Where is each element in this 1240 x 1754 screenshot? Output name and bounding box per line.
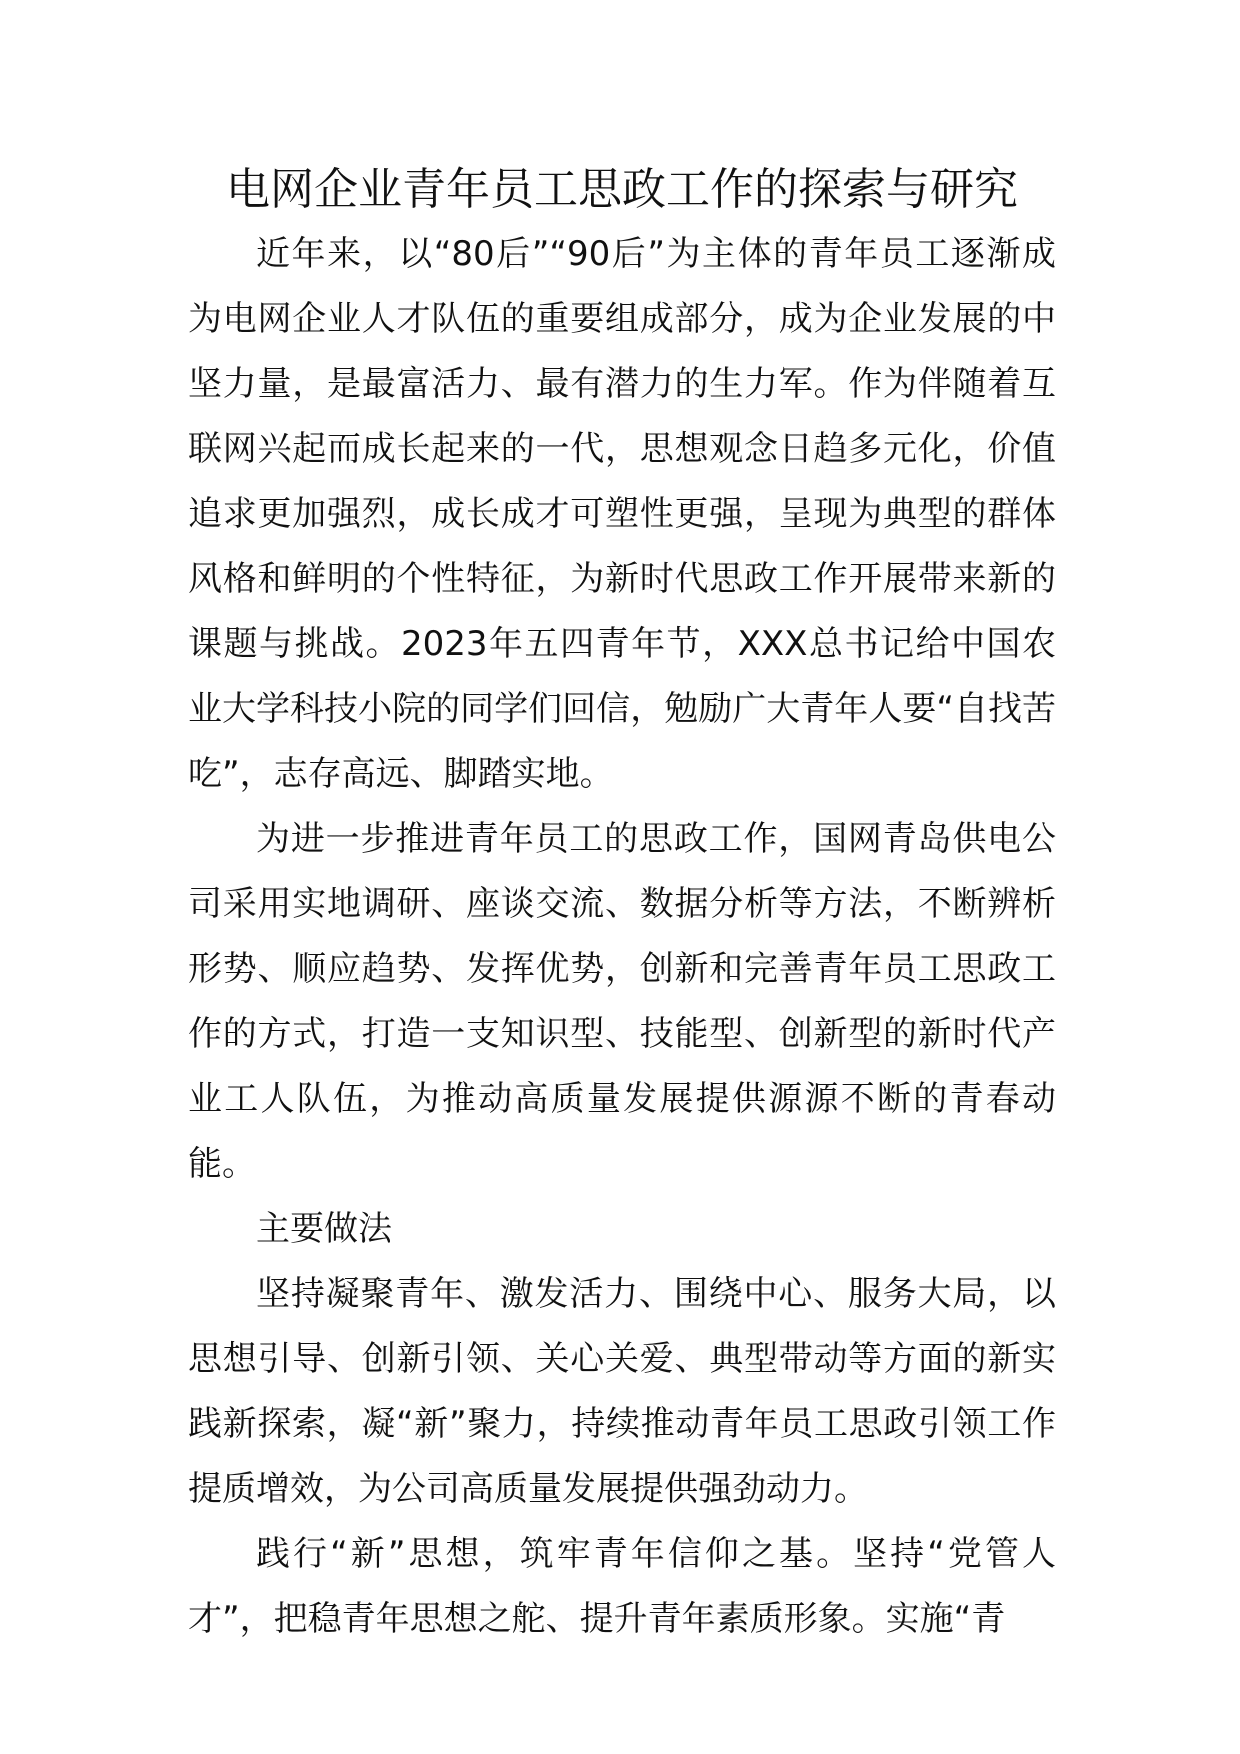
new-thought-paragraph: 践行“新”思想，筑牢青年信仰之基。坚持“党管人才”，把稳青年思想之舵、提升青年素质形象。实施“青 [188,1534,1056,1639]
document-content [188,158,1056,1652]
intro-paragraph: 近年来，以“80后”“90后”为主体的青年员工逐渐成为电网企业人才队伍的重要组成部分，成为企业发展的中坚力量，是最富活力、最有潜力的生力军。作为伴随着互联网兴起而成长起来的一代，思想观念日趋多元化，价值追求更加强烈，成长成才可塑性更强，呈现为典型的群体风格和鲜明的个性特征，为新时代思政工作开展带来新的课题与挑战。2023年五四青年节，XXX总书记给中国农业大学科技小院的同学们回信，勉励广大青年人要“自找苦吃”，志存高远、脚踏实地。 [188,234,1056,794]
document-title: 电网企业青年员工思政工作的探索与研究 [226,164,1018,215]
approach-paragraph: 为进一步推进青年员工的思政工作，国网青岛供电公司采用实地调研、座谈交流、数据分析等方法，不断辨析形势、顺应趋势、发挥优势，创新和完善青年员工思政工作的方式，打造一支知识型、技能型、创新型的新时代产业工人队伍，为推动高质量发展提供源源不断的青春动能。 [188,819,1056,1184]
main-practices-paragraph: 坚持凝聚青年、激发活力、围绕中心、服务大局，以思想引导、创新引领、关心关爱、典型带动等方面的新实践新探索，凝“新”聚力，持续推动青年员工思政引领工作提质增效，为公司高质量发展提供强劲动力。 [188,1274,1056,1509]
section-heading-main-practices: 主要做法 [256,1209,392,1249]
